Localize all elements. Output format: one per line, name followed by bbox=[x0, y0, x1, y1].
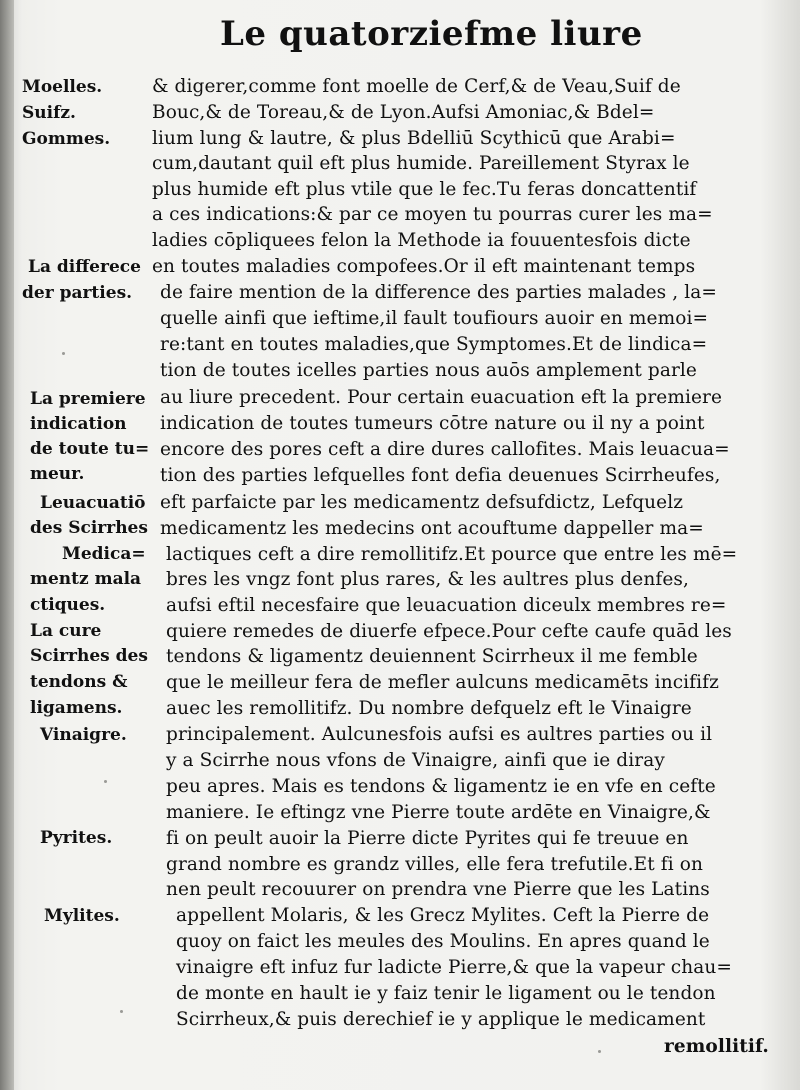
catchword: remollitif. bbox=[664, 1036, 769, 1057]
text-line: quelle ainfi que ieftime,il fault toufiours auoir en memoi= bbox=[160, 308, 709, 329]
margin-note: Moelles. bbox=[22, 77, 103, 97]
text-line: principalement. Aulcunesfois aufsi es aultres parties ou il bbox=[166, 724, 713, 745]
text-line: lactiques ceft a dire remollitifz.Et pource que entre les mē= bbox=[166, 544, 738, 565]
text-line: encore des pores ceft a dire dures callofites. Mais leuacua= bbox=[160, 439, 730, 460]
margin-note: Scirrhes des bbox=[30, 646, 148, 666]
margin-note: Vinaigre. bbox=[40, 725, 127, 745]
text-line: maniere. Ie eftingz vne Pierre toute ardēte en Vinaigre,& bbox=[166, 802, 711, 823]
margin-note: mentz mala bbox=[30, 569, 142, 589]
text-line: plus humide eft plus vtile que le fec.Tu feras doncattentif bbox=[152, 179, 697, 200]
margin-note: ligamens. bbox=[30, 698, 123, 718]
margin-note: Suifz. bbox=[22, 103, 76, 123]
text-line: que le meilleur fera de mefler aulcuns medicamēts incififz bbox=[166, 672, 719, 693]
ink-speck bbox=[62, 352, 65, 355]
margin-note: meur. bbox=[30, 464, 85, 484]
margin-note: des Scirrhes bbox=[30, 518, 148, 538]
text-line: ladies cōpliquees felon la Methode ia fouuentesfois dicte bbox=[152, 230, 691, 251]
text-line: de monte en hault ie y faiz tenir le ligament ou le tendon bbox=[176, 983, 716, 1004]
text-line: Scirrheux,& puis derechief ie y applique le medicament bbox=[176, 1009, 706, 1030]
text-line: cum,dautant quil eft plus humide. Pareillement Styrax le bbox=[152, 153, 690, 174]
text-line: au liure precedent. Pour certain euacuation eft la premiere bbox=[160, 387, 723, 408]
margin-note: de toute tu= bbox=[30, 439, 150, 459]
text-line: quoy on faict les meules des Moulins. En apres quand le bbox=[176, 931, 710, 952]
text-line: eft parfaicte par les medicamentz defsufdictz, Lefquelz bbox=[160, 492, 684, 513]
text-line: en toutes maladies compofees.Or il eft maintenant temps bbox=[152, 256, 696, 277]
margin-note: indication bbox=[30, 414, 127, 434]
margin-note: Pyrites. bbox=[40, 828, 113, 848]
ink-speck bbox=[598, 1050, 601, 1053]
text-line: grand nombre es grandz villes, elle fera trefutile.Et fi on bbox=[166, 854, 703, 875]
margin-note: der parties. bbox=[22, 283, 133, 303]
text-line: tion de toutes icelles parties nous auōs amplement parle bbox=[160, 360, 697, 381]
margin-note: Leuacuatiō bbox=[40, 493, 146, 513]
text-line: nen peult recouurer on prendra vne Pierre que les Latins bbox=[166, 879, 710, 900]
text-line: auec les remollitifz. Du nombre defquelz eft le Vinaigre bbox=[166, 698, 692, 719]
text-line: tion des parties lefquelles font defia deuenues Scirrheufes, bbox=[160, 465, 721, 486]
text-line: lium lung & lautre, & plus Bdelliū Scythicū que Arabi= bbox=[152, 128, 676, 149]
ink-speck bbox=[104, 780, 107, 783]
page-header: Le quatorziefme liure bbox=[220, 14, 643, 54]
text-line: appellent Molaris, & les Grecz Mylites. Ceft la Pierre de bbox=[176, 905, 710, 926]
margin-note: Gommes. bbox=[22, 129, 111, 149]
text-line: bres les vngz font plus rares, & les aultres plus denfes, bbox=[166, 569, 689, 590]
text-line: indication de toutes tumeurs cōtre nature ou il ny a point bbox=[160, 413, 705, 434]
margin-note: La premiere bbox=[30, 389, 146, 409]
text-line: de faire mention de la difference des parties malades , la= bbox=[160, 282, 717, 303]
text-line: quiere remedes de diuerfe efpece.Pour cefte caufe quād les bbox=[166, 621, 732, 642]
margin-note: ctiques. bbox=[30, 595, 106, 615]
text-line: Bouc,& de Toreau,& de Lyon.Aufsi Amoniac,& Bdel= bbox=[152, 102, 655, 123]
text-line: re:tant en toutes maladies,que Symptomes.Et de lindica= bbox=[160, 334, 708, 355]
text-line: aufsi eftil necesfaire que leuacuation diceulx membres re= bbox=[166, 595, 727, 616]
text-line: y a Scirrhe nous vfons de Vinaigre, ainfi que ie diray bbox=[166, 750, 665, 771]
ink-speck bbox=[120, 1010, 123, 1013]
text-line: medicamentz les medecins ont acouftume dappeller ma= bbox=[160, 518, 704, 539]
margin-note: La differece bbox=[28, 257, 141, 277]
text-line: vinaigre eft infuz fur ladicte Pierre,& que la vapeur chau= bbox=[176, 957, 733, 978]
text-line: fi on peult auoir la Pierre dicte Pyrites qui fe treuue en bbox=[166, 828, 689, 849]
margin-note: tendons & bbox=[30, 672, 128, 692]
margin-note: Mylites. bbox=[44, 906, 120, 926]
margin-note: La cure bbox=[30, 621, 102, 641]
text-line: tendons & ligamentz deuiennent Scirrheux il me femble bbox=[166, 646, 698, 667]
text-line: a ces indications:& par ce moyen tu pourras curer les ma= bbox=[152, 204, 713, 225]
margin-note: Medica= bbox=[62, 544, 146, 564]
text-line: & digerer,comme font moelle de Cerf,& de Veau,Suif de bbox=[152, 76, 681, 97]
text-line: peu apres. Mais es tendons & ligamentz ie en vfe en cefte bbox=[166, 776, 716, 797]
